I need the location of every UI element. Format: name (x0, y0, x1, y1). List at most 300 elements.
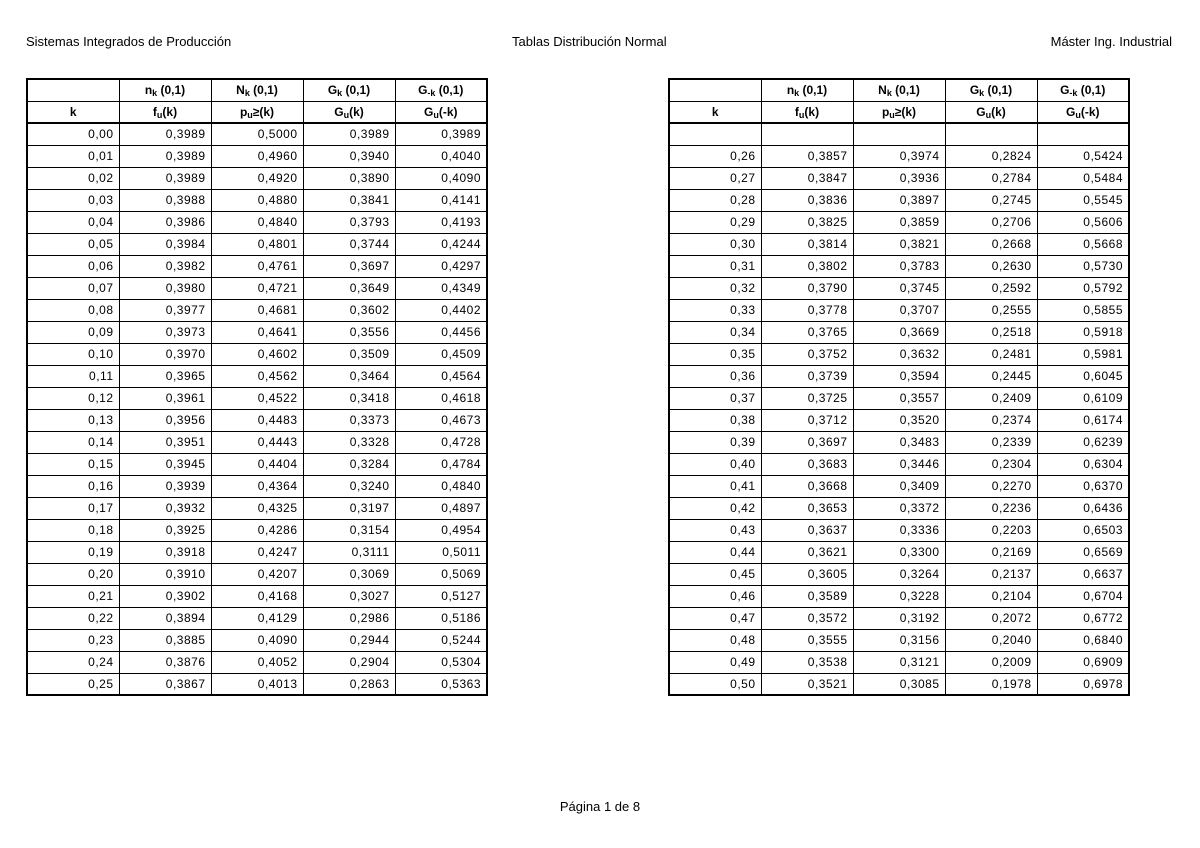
table-row (669, 277, 1129, 299)
cell-n-k: 0,3825 (761, 211, 853, 233)
cell-k: 0,29 (669, 211, 761, 233)
cell-G-k: 0,3890 (303, 167, 395, 189)
cell-N-k: 0,4286 (211, 519, 303, 541)
cell-N-k: 0,4562 (211, 365, 303, 387)
cell-k: 0,43 (669, 519, 761, 541)
cell-G-neg-k: 0,6637 (1037, 563, 1129, 585)
table-row (669, 211, 1129, 233)
table-row (669, 475, 1129, 497)
cell-N-k: 0,4443 (211, 431, 303, 453)
header-subscript: -k (1069, 88, 1078, 99)
cell-k: 0,35 (669, 343, 761, 365)
header-symbol: G (423, 104, 434, 119)
cell-G-k: 0,2630 (945, 255, 1037, 277)
header-subscript: k (152, 88, 158, 99)
cell-N-k: 0,3859 (853, 211, 945, 233)
column-header-k (27, 79, 119, 101)
table-row (669, 189, 1129, 211)
cell-k: 0,41 (669, 475, 761, 497)
cell-n-k: 0,3965 (119, 365, 211, 387)
cell-N-k: 0,4721 (211, 277, 303, 299)
cell-k: 0,21 (27, 585, 119, 607)
cell-G-neg-k: 0,4402 (395, 299, 487, 321)
table-row (27, 343, 487, 365)
header-row (27, 79, 487, 101)
column-header-n-k (119, 79, 211, 101)
cell-G-k: 0,2944 (303, 629, 395, 651)
table-body (27, 123, 487, 695)
cell-G-neg-k: 0,6978 (1037, 673, 1129, 695)
cell-k: 0,31 (669, 255, 761, 277)
table-row (669, 343, 1129, 365)
cell-G-neg-k: 0,6840 (1037, 629, 1129, 651)
cell-k: 0,10 (27, 343, 119, 365)
cell-G-k: 0,2236 (945, 497, 1037, 519)
cell-N-k: 0,3483 (853, 431, 945, 453)
header-symbol: G (969, 83, 980, 98)
cell-N-k: 0,3557 (853, 387, 945, 409)
table-row (669, 145, 1129, 167)
cell-k: 0,07 (27, 277, 119, 299)
cell-k: 0,50 (669, 673, 761, 695)
cell-n-k: 0,3589 (761, 585, 853, 607)
cell-N-k: 0,3192 (853, 607, 945, 629)
cell-G-k: 0,3509 (303, 343, 395, 365)
cell-k: 0,48 (669, 629, 761, 651)
cell-N-k: 0,4681 (211, 299, 303, 321)
cell-n-k: 0,3653 (761, 497, 853, 519)
cell-k: 0,28 (669, 189, 761, 211)
cell-G-k: 0,2374 (945, 409, 1037, 431)
header-argument: (k) (349, 104, 364, 119)
table-row (27, 277, 487, 299)
column-header-k (27, 101, 119, 123)
cell-n-k: 0,3973 (119, 321, 211, 343)
cell-k: 0,36 (669, 365, 761, 387)
cell-k: 0,09 (27, 321, 119, 343)
table-row (27, 321, 487, 343)
cell-G-neg-k: 0,5186 (395, 607, 487, 629)
cell-n-k: 0,3989 (119, 167, 211, 189)
table-row (27, 123, 487, 145)
cell-N-k: 0,4880 (211, 189, 303, 211)
header-argument: (k) (162, 104, 178, 119)
column-header-G-neg-k (1037, 79, 1129, 101)
cell-G-neg-k: 0,6109 (1037, 387, 1129, 409)
column-header-G-neg-k (1037, 101, 1129, 123)
cell-N-k: 0,3707 (853, 299, 945, 321)
table-row (669, 431, 1129, 453)
cell-k: 0,14 (27, 431, 119, 453)
cell-n-k: 0,3932 (119, 497, 211, 519)
cell-n-k: 0,3910 (119, 563, 211, 585)
cell-k: 0,15 (27, 453, 119, 475)
table-row (27, 255, 487, 277)
cell-N-k: 0,4090 (211, 629, 303, 651)
cell-n-k: 0,3989 (119, 145, 211, 167)
cell-k: 0,03 (27, 189, 119, 211)
header-symbol: N (236, 83, 245, 98)
cell-G-neg-k: 0,5918 (1037, 321, 1129, 343)
cell-G-k: 0,2745 (945, 189, 1037, 211)
cell-k: 0,44 (669, 541, 761, 563)
cell-G-neg-k: 0,6772 (1037, 607, 1129, 629)
cell-N-k: 0,3594 (853, 365, 945, 387)
cell-G-neg-k: 0,4297 (395, 255, 487, 277)
cell-G-k: 0,2304 (945, 453, 1037, 475)
cell-N-k: 0,3228 (853, 585, 945, 607)
header-symbol: G (418, 83, 428, 98)
cell-N-k: 0,3632 (853, 343, 945, 365)
cell-N-k: 0,4168 (211, 585, 303, 607)
cell-G-neg-k: 0,5424 (1037, 145, 1129, 167)
cell-N-k (853, 123, 945, 145)
cell-G-k: 0,2270 (945, 475, 1037, 497)
table-row (669, 299, 1129, 321)
header-subscript: u (433, 109, 439, 120)
cell-n-k: 0,3945 (119, 453, 211, 475)
cell-n-k: 0,3894 (119, 607, 211, 629)
cell-n-k: 0,3836 (761, 189, 853, 211)
header-argument: ≥(k) (252, 104, 275, 119)
table-row (27, 673, 487, 695)
cell-n-k: 0,3982 (119, 255, 211, 277)
cell-n-k (761, 123, 853, 145)
cell-G-neg-k (1037, 123, 1129, 145)
cell-N-k: 0,5000 (211, 123, 303, 145)
cell-n-k: 0,3765 (761, 321, 853, 343)
cell-k: 0,01 (27, 145, 119, 167)
table-body (669, 123, 1129, 695)
header-argument: (k) (804, 104, 820, 119)
header-symbol: f (152, 104, 157, 119)
cell-G-neg-k: 0,5792 (1037, 277, 1129, 299)
cell-G-neg-k: 0,5855 (1037, 299, 1129, 321)
table-row (27, 585, 487, 607)
cell-N-k: 0,3783 (853, 255, 945, 277)
header-subscript: -k (427, 88, 436, 99)
cell-N-k: 0,4920 (211, 167, 303, 189)
header-symbol: k (69, 104, 77, 119)
header-symbol: N (878, 83, 887, 98)
cell-G-k: 0,2104 (945, 585, 1037, 607)
cell-n-k: 0,3939 (119, 475, 211, 497)
cell-G-k: 0,3418 (303, 387, 395, 409)
header-document-title: Tablas Distribución Normal (512, 34, 667, 49)
table-row (669, 387, 1129, 409)
header-program-title: Máster Ing. Industrial (1050, 34, 1172, 49)
table-row (27, 629, 487, 651)
cell-N-k: 0,4325 (211, 497, 303, 519)
cell-G-neg-k: 0,4456 (395, 321, 487, 343)
header-subscript: k (337, 88, 343, 99)
cell-N-k: 0,4960 (211, 145, 303, 167)
table-row (27, 299, 487, 321)
cell-k: 0,27 (669, 167, 761, 189)
cell-k: 0,34 (669, 321, 761, 343)
header-symbol: p (881, 104, 890, 119)
column-header-k (669, 101, 761, 123)
table-head (27, 79, 487, 123)
cell-k: 0,49 (669, 651, 761, 673)
table-row (669, 541, 1129, 563)
cell-n-k: 0,3970 (119, 343, 211, 365)
header-argument: (0,1) (799, 83, 828, 98)
table-row (27, 167, 487, 189)
cell-n-k: 0,3918 (119, 541, 211, 563)
cell-G-k: 0,2706 (945, 211, 1037, 233)
cell-G-k: 0,1978 (945, 673, 1037, 695)
column-header-N-k (853, 79, 945, 101)
table-row (669, 365, 1129, 387)
cell-k: 0,02 (27, 167, 119, 189)
cell-n-k: 0,3951 (119, 431, 211, 453)
cell-G-neg-k: 0,5011 (395, 541, 487, 563)
cell-k: 0,08 (27, 299, 119, 321)
cell-k: 0,17 (27, 497, 119, 519)
cell-n-k: 0,3980 (119, 277, 211, 299)
cell-G-k: 0,2824 (945, 145, 1037, 167)
cell-G-k: 0,2409 (945, 387, 1037, 409)
cell-N-k: 0,3520 (853, 409, 945, 431)
cell-k: 0,00 (27, 123, 119, 145)
table-row (669, 233, 1129, 255)
header-row (669, 101, 1129, 123)
normal-table-left (26, 78, 488, 696)
header-argument: (0,1) (984, 83, 1013, 98)
table-row (669, 255, 1129, 277)
cell-N-k: 0,3409 (853, 475, 945, 497)
cell-G-neg-k: 0,5730 (1037, 255, 1129, 277)
header-argument: (-k) (1080, 104, 1100, 119)
cell-G-neg-k: 0,4090 (395, 167, 487, 189)
table-row (669, 321, 1129, 343)
table-row (27, 233, 487, 255)
cell-G-k: 0,2904 (303, 651, 395, 673)
cell-k: 0,16 (27, 475, 119, 497)
cell-G-neg-k: 0,3989 (395, 123, 487, 145)
header-symbol: G (1065, 104, 1076, 119)
cell-N-k: 0,4129 (211, 607, 303, 629)
cell-n-k: 0,3637 (761, 519, 853, 541)
column-header-G-k (303, 101, 395, 123)
cell-n-k: 0,3986 (119, 211, 211, 233)
column-header-G-neg-k (395, 79, 487, 101)
header-symbol: G (1060, 83, 1070, 98)
cell-G-k: 0,3464 (303, 365, 395, 387)
cell-n-k: 0,3712 (761, 409, 853, 431)
cell-k: 0,39 (669, 431, 761, 453)
header-symbol: G (976, 104, 986, 119)
table-row (27, 563, 487, 585)
cell-G-k: 0,3989 (303, 123, 395, 145)
header-subscript: u (985, 109, 992, 120)
table-row (27, 365, 487, 387)
column-header-n-k (761, 79, 853, 101)
cell-k: 0,32 (669, 277, 761, 299)
column-header-G-k (303, 79, 395, 101)
cell-G-k: 0,2009 (945, 651, 1037, 673)
header-subscript: k (794, 88, 800, 99)
cell-G-neg-k: 0,4193 (395, 211, 487, 233)
cell-n-k: 0,3521 (761, 673, 853, 695)
table-row (669, 651, 1129, 673)
cell-N-k: 0,4364 (211, 475, 303, 497)
table-row (669, 629, 1129, 651)
column-header-N-k (211, 101, 303, 123)
table-row (669, 453, 1129, 475)
cell-N-k: 0,4801 (211, 233, 303, 255)
cell-N-k: 0,4602 (211, 343, 303, 365)
cell-N-k: 0,3936 (853, 167, 945, 189)
cell-n-k: 0,3988 (119, 189, 211, 211)
cell-k: 0,42 (669, 497, 761, 519)
cell-n-k: 0,3857 (761, 145, 853, 167)
cell-G-k: 0,2986 (303, 607, 395, 629)
cell-k: 0,23 (27, 629, 119, 651)
column-header-N-k (211, 79, 303, 101)
header-subscript: k (244, 88, 250, 99)
cell-G-k: 0,3328 (303, 431, 395, 453)
cell-N-k: 0,3821 (853, 233, 945, 255)
cell-G-k: 0,3111 (303, 541, 395, 563)
cell-G-neg-k: 0,5668 (1037, 233, 1129, 255)
cell-n-k: 0,3885 (119, 629, 211, 651)
cell-G-neg-k: 0,5244 (395, 629, 487, 651)
cell-G-neg-k: 0,4897 (395, 497, 487, 519)
cell-N-k: 0,4404 (211, 453, 303, 475)
cell-k: 0,05 (27, 233, 119, 255)
cell-G-k: 0,3602 (303, 299, 395, 321)
cell-G-neg-k: 0,4244 (395, 233, 487, 255)
cell-G-k (945, 123, 1037, 145)
cell-G-neg-k: 0,5484 (1037, 167, 1129, 189)
cell-N-k: 0,3745 (853, 277, 945, 299)
cell-k: 0,47 (669, 607, 761, 629)
cell-k: 0,25 (27, 673, 119, 695)
cell-n-k: 0,3778 (761, 299, 853, 321)
cell-G-neg-k: 0,6045 (1037, 365, 1129, 387)
header-subscript: k (979, 88, 985, 99)
cell-k: 0,37 (669, 387, 761, 409)
table-row (669, 563, 1129, 585)
cell-n-k: 0,3683 (761, 453, 853, 475)
header-symbol: G (334, 104, 344, 119)
cell-k: 0,18 (27, 519, 119, 541)
header-row (27, 101, 487, 123)
header-argument: (0,1) (1077, 83, 1106, 98)
table-row (27, 145, 487, 167)
table-row (669, 519, 1129, 541)
header-subscript: u (798, 109, 805, 120)
header-argument: (k) (991, 104, 1006, 119)
cell-G-k: 0,3940 (303, 145, 395, 167)
cell-G-neg-k: 0,6909 (1037, 651, 1129, 673)
cell-G-k: 0,3841 (303, 189, 395, 211)
cell-N-k: 0,4247 (211, 541, 303, 563)
cell-n-k: 0,3989 (119, 123, 211, 145)
cell-G-neg-k: 0,4509 (395, 343, 487, 365)
cell-N-k: 0,3336 (853, 519, 945, 541)
header-argument: (0,1) (249, 83, 278, 98)
cell-N-k: 0,4013 (211, 673, 303, 695)
header-symbol: k (711, 104, 719, 119)
header-symbol: G (327, 83, 338, 98)
cell-k: 0,40 (669, 453, 761, 475)
cell-N-k: 0,4207 (211, 563, 303, 585)
cell-k: 0,11 (27, 365, 119, 387)
cell-n-k: 0,3814 (761, 233, 853, 255)
cell-G-neg-k: 0,4618 (395, 387, 487, 409)
cell-n-k: 0,3621 (761, 541, 853, 563)
cell-G-k: 0,3793 (303, 211, 395, 233)
header-symbol: n (786, 83, 795, 98)
cell-n-k: 0,3977 (119, 299, 211, 321)
table-row (669, 607, 1129, 629)
cell-G-k: 0,2518 (945, 321, 1037, 343)
cell-G-neg-k: 0,6569 (1037, 541, 1129, 563)
table-row (27, 497, 487, 519)
header-argument: (0,1) (435, 83, 464, 98)
cell-G-neg-k: 0,4349 (395, 277, 487, 299)
cell-G-neg-k: 0,5304 (395, 651, 487, 673)
table-row (27, 541, 487, 563)
cell-G-neg-k: 0,4784 (395, 453, 487, 475)
cell-G-k: 0,3284 (303, 453, 395, 475)
cell-G-k: 0,2863 (303, 673, 395, 695)
cell-k: 0,45 (669, 563, 761, 585)
cell-G-neg-k: 0,5981 (1037, 343, 1129, 365)
table-row (669, 409, 1129, 431)
cell-G-k: 0,2169 (945, 541, 1037, 563)
cell-k: 0,38 (669, 409, 761, 431)
cell-G-neg-k: 0,5363 (395, 673, 487, 695)
cell-k: 0,33 (669, 299, 761, 321)
cell-N-k: 0,3264 (853, 563, 945, 585)
column-header-n-k (119, 101, 211, 123)
cell-G-k: 0,2668 (945, 233, 1037, 255)
column-header-G-neg-k (395, 101, 487, 123)
header-row (669, 79, 1129, 101)
cell-G-k: 0,3154 (303, 519, 395, 541)
cell-n-k: 0,3725 (761, 387, 853, 409)
header-argument: (0,1) (157, 83, 186, 98)
header-argument: (-k) (438, 104, 458, 119)
cell-G-neg-k: 0,4040 (395, 145, 487, 167)
cell-n-k: 0,3876 (119, 651, 211, 673)
cell-n-k: 0,3902 (119, 585, 211, 607)
cell-G-k: 0,2137 (945, 563, 1037, 585)
table-row (27, 387, 487, 409)
table-row (27, 607, 487, 629)
cell-n-k: 0,3697 (761, 431, 853, 453)
cell-N-k: 0,3156 (853, 629, 945, 651)
cell-n-k: 0,3555 (761, 629, 853, 651)
cell-G-k: 0,3649 (303, 277, 395, 299)
cell-G-k: 0,2555 (945, 299, 1037, 321)
header-subscript: u (1075, 109, 1081, 120)
cell-G-neg-k: 0,6304 (1037, 453, 1129, 475)
cell-n-k: 0,3790 (761, 277, 853, 299)
header-subscript: u (156, 109, 163, 120)
cell-n-k: 0,3572 (761, 607, 853, 629)
cell-G-neg-k: 0,6704 (1037, 585, 1129, 607)
cell-n-k: 0,3739 (761, 365, 853, 387)
header-subscript: u (889, 109, 895, 120)
cell-G-k: 0,3197 (303, 497, 395, 519)
table-row (669, 497, 1129, 519)
cell-N-k: 0,3372 (853, 497, 945, 519)
